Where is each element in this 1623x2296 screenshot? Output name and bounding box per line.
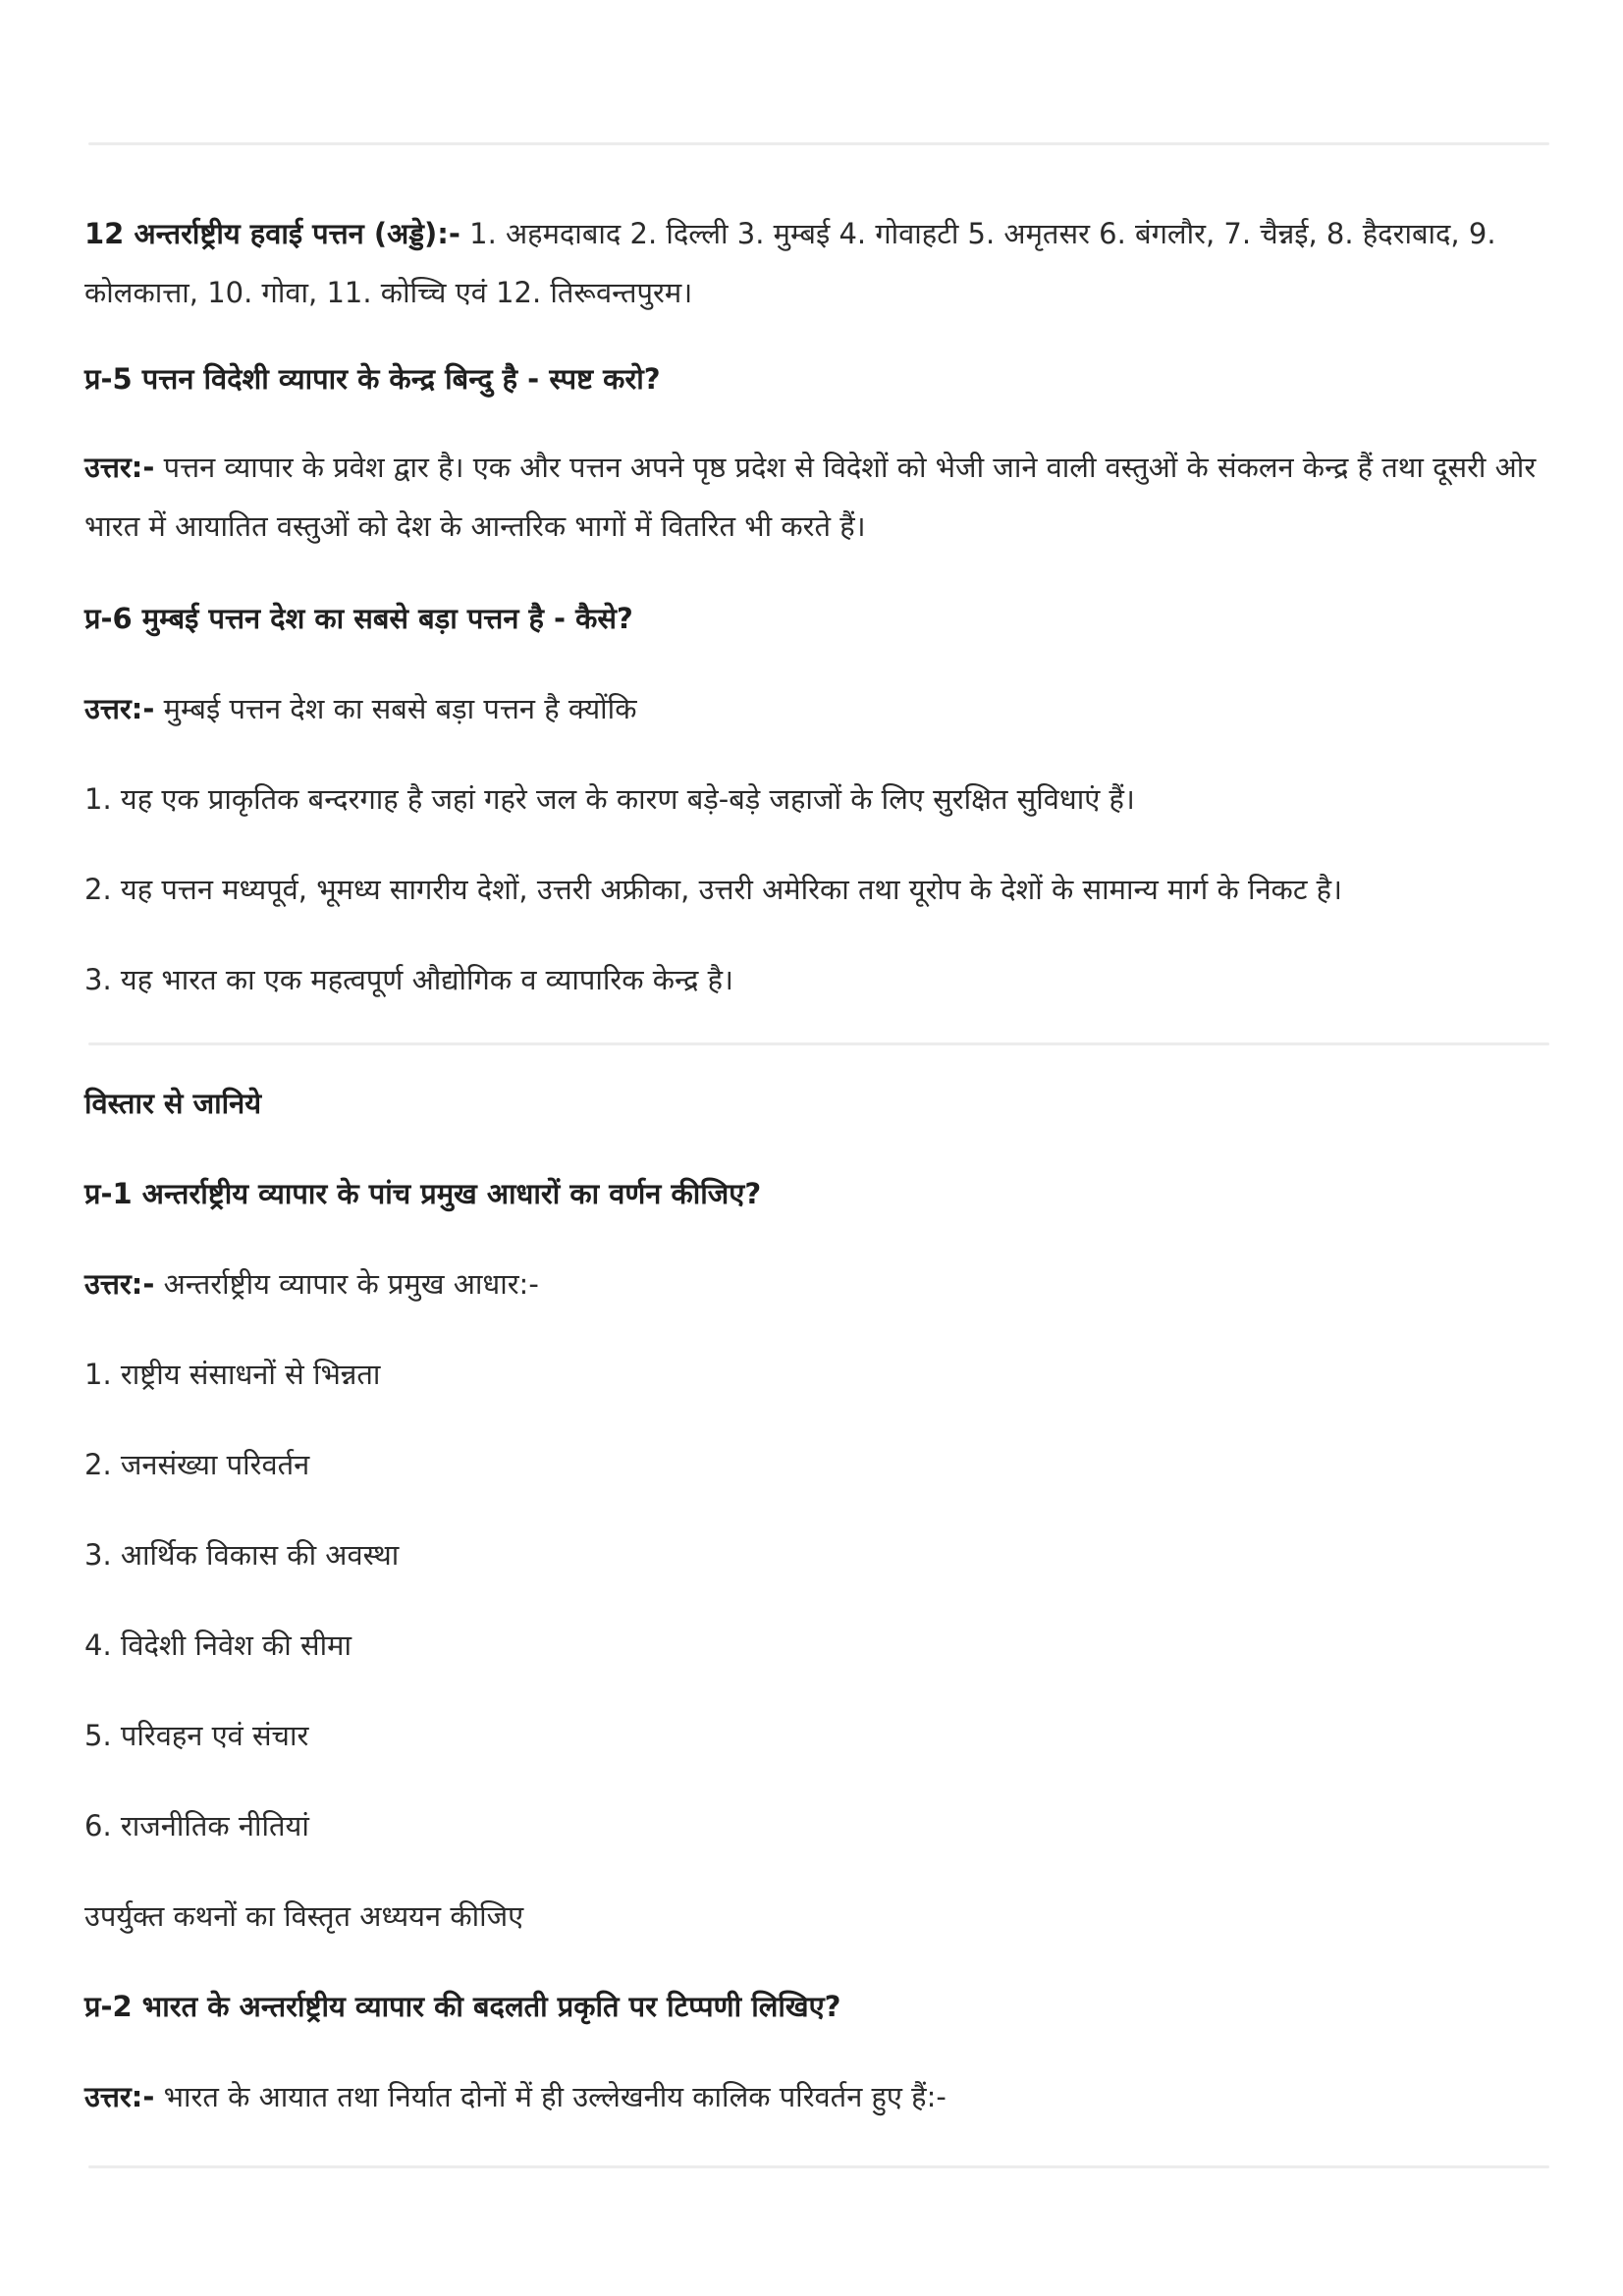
answer-1-point-3: 3. आर्थिक विकास की अवस्था	[84, 1538, 400, 1572]
airports-list: 1. अहमदाबाद 2. दिल्ली 3. मुम्बई 4. गोवाहटी 5. अमृतसर 6. बंगलौर, 7. चैन्नई, 8. हैदराबाद, 9. कोलकात्ता, 10. गोवा, 11. कोच्चि एवं 12. तिरूवन्तपुरम।	[84, 217, 1496, 309]
answer-label: उत्तर:-	[84, 2080, 155, 2113]
answer-1-point-1: 1. राष्ट्रीय संसाधनों से भिन्नता	[84, 1358, 381, 1391]
question-5: प्र-5 पत्तन विदेशी व्यापार के केन्द्र बिन्दु है - स्पष्ट करो?	[84, 362, 661, 396]
answer-6-point-1: 1. यह एक प्राकृतिक बन्दरगाह है जहां गहरे जल के कारण बड़े-बड़े जहाजों के लिए सुरक्षित सुविधाएं हैं।	[84, 782, 1135, 816]
answer-1-point-5: 5. परिवहन एवं संचार	[84, 1719, 309, 1752]
answer-6-point-2: 2. यह पत्तन मध्यपूर्व, भूमध्य सागरीय देशों, उत्तरी अफ्रीका, उत्तरी अमेरिका तथा यूरोप के देशों के सामान्य मार्ग के निकट है।	[84, 873, 1343, 906]
bottom-divider	[88, 2165, 1549, 2168]
question-1: प्र-1 अन्तर्राष्ट्रीय व्यापार के पांच प्रमुख आधारों का वर्णन कीजिए?	[84, 1177, 762, 1210]
answer-1-intro	[84, 1255, 1547, 1313]
answer-label: उत्तर:-	[84, 451, 155, 484]
middle-divider	[88, 1042, 1549, 1045]
answer-6-intro-text: मुम्बई पत्तन देश का सबसे बड़ा पत्तन है क्योंकि	[154, 692, 637, 725]
answer-label: उत्तर:-	[84, 1267, 155, 1301]
answer-6-point-3: 3. यह भारत का एक महत्वपूर्ण औद्योगिक व व्यापारिक केन्द्र है।	[84, 963, 734, 996]
answer-1-outro: उपर्युक्त कथनों का विस्तृत अध्ययन कीजिए	[84, 1899, 524, 1933]
question-6: प्र-6 मुम्बई पत्तन देश का सबसे बड़ा पत्तन है - कैसे?	[84, 602, 633, 635]
answer-1-intro-text: अन्तर्राष्ट्रीय व्यापार के प्रमुख आधार:-	[154, 1267, 539, 1301]
answer-1-point-6: 6. राजनीतिक नीतियां	[84, 1809, 309, 1842]
answer-1-point-4: 4. विदेशी निवेश की सीमा	[84, 1629, 352, 1662]
question-2: प्र-2 भारत के अन्तर्राष्ट्रीय व्यापार की बदलती प्रकृति पर टिप्पणी लिखिए?	[84, 1990, 841, 2023]
answer-5	[84, 438, 1547, 556]
section-heading: विस्तार से जानिये	[84, 1087, 262, 1120]
airports-heading: 12 अन्तर्राष्ट्रीय हवाई पत्तन (अड्डे):-	[84, 217, 460, 250]
answer-6-intro	[84, 679, 1547, 738]
answer-label: उत्तर:-	[84, 692, 155, 725]
answer-2-intro-text: भारत के आयात तथा निर्यात दोनों में ही उल्लेखनीय कालिक परिवर्तन हुए हैं:-	[154, 2080, 947, 2113]
airports-paragraph	[84, 204, 1547, 322]
answer-2-intro	[84, 2067, 1547, 2126]
answer-1-point-2: 2. जनसंख्या परिवर्तन	[84, 1448, 310, 1481]
top-divider	[88, 142, 1549, 145]
answer-5-text: पत्तन व्यापार के प्रवेश द्वार है। एक और पत्तन अपने पृष्ठ प्रदेश से विदेशों को भेजी जाने वाली वस्तुओं के संकलन केन्द्र हैं तथा दूसरी ओर भारत में आयातित वस्तुओं को देश के आन्तरिक भागों में वितरित भी करते हैं।	[84, 451, 1537, 543]
